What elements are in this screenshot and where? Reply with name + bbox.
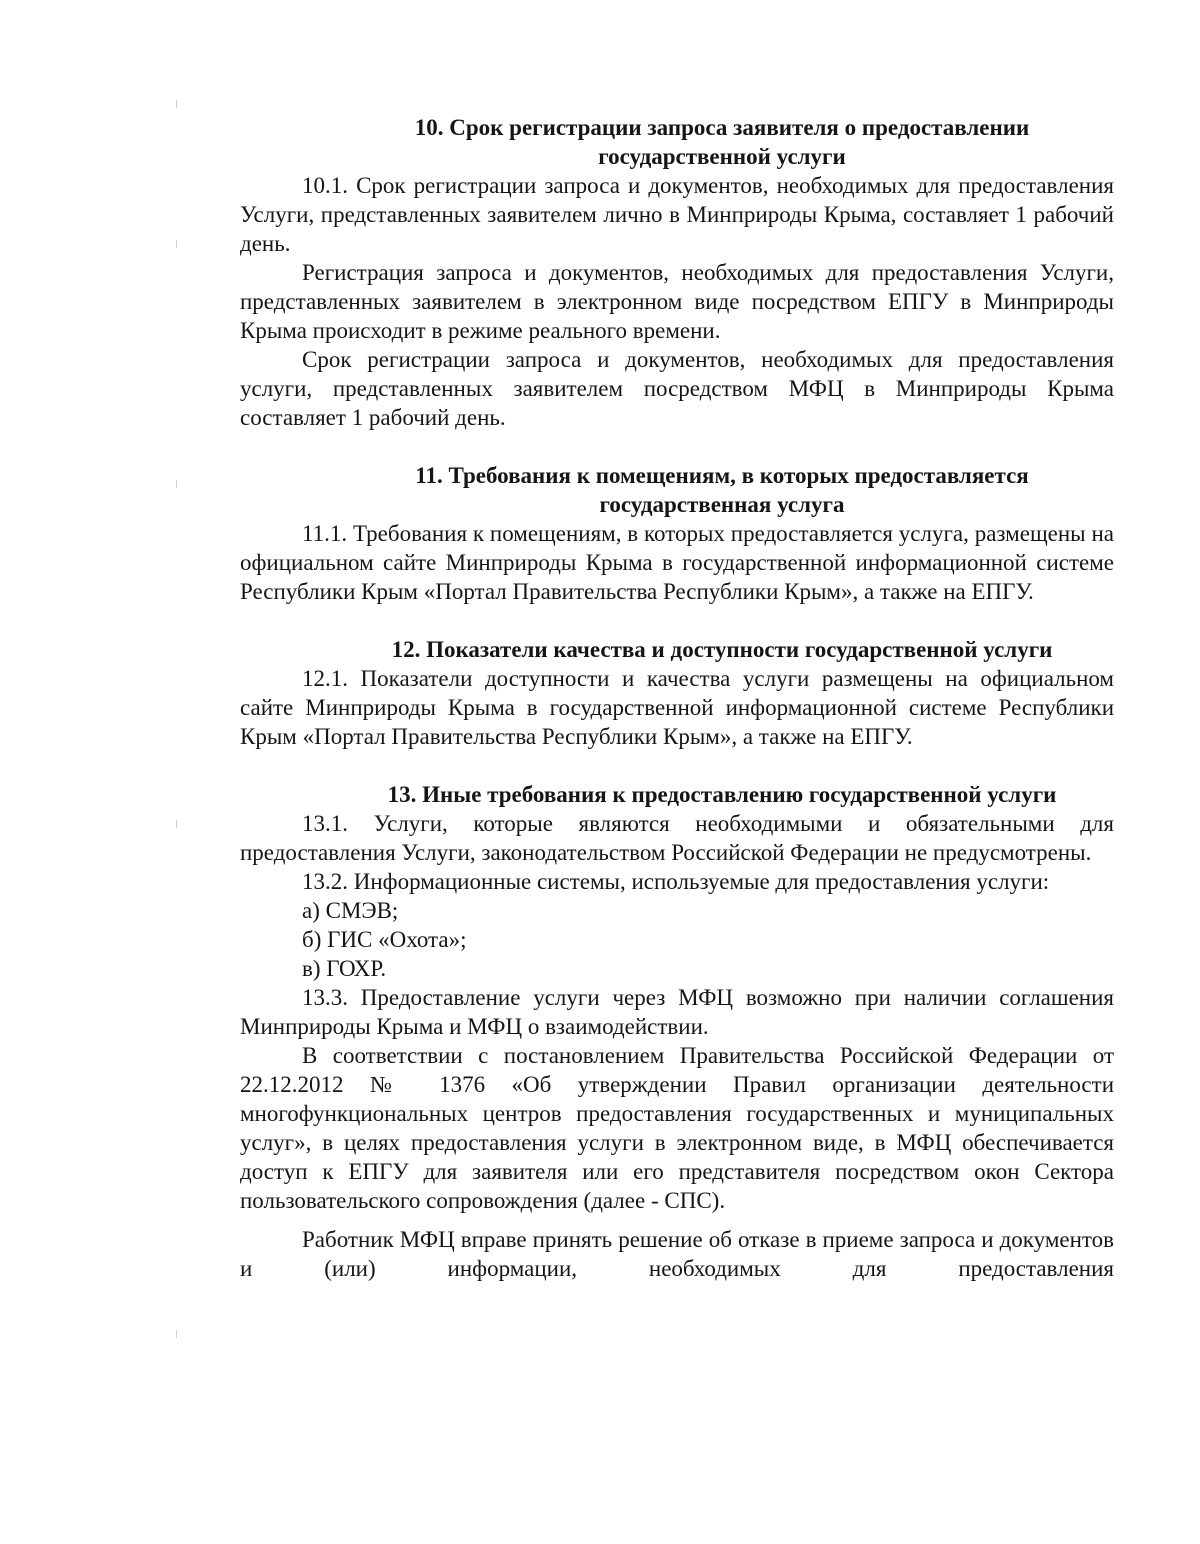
paragraph-13-3: 13.3. Предоставление услуги через МФЦ возможно при наличии соглашения Минприроды Крыма и МФЦ о взаимодействии. [240, 985, 1114, 1039]
section-heading [240, 461, 1114, 519]
heading-line-1: 11. Требования к помещениям, в которых предоставляется [415, 463, 1029, 488]
section-heading [240, 780, 1114, 809]
paragraph-gap [240, 1215, 1114, 1225]
scan-artifact [176, 240, 177, 248]
heading-line-1: 13. Иные требования к предоставлению государственной услуги [387, 782, 1057, 807]
section-heading [240, 113, 1114, 171]
list-item-a: а) СМЭВ; [302, 898, 399, 923]
scan-artifact [176, 1330, 177, 1338]
paragraph-13-4: В соответствии с постановлением Правительства Российской Федерации от 22.12.2012 № 1376 «Об утверждении Правил организации деятельности многофункциональных центров предоставления государственных и муниципальных услуг», в целях предоставления услуги в электронном виде, в МФЦ обеспечивается доступ к ЕПГУ для заявителя или его представителя посредством окон Сектора пользовательского сопровождения (далее - СПС). [240, 1043, 1114, 1213]
scan-artifact [176, 820, 177, 828]
heading-line-1: 10. Срок регистрации запроса заявителя о предоставлении [414, 115, 1030, 140]
paragraph-13-2: 13.2. Информационные системы, используемые для предоставления услуги: [302, 869, 1050, 894]
heading-line-1: 12. Показатели качества и доступности государственной услуги [391, 637, 1053, 662]
section-gap [240, 751, 1114, 780]
document-page [240, 113, 1114, 1283]
section-13 [240, 780, 1114, 1283]
list-item-c: в) ГОХР. [302, 956, 387, 981]
list-item-b: б) ГИС «Охота»; [302, 927, 467, 952]
heading-line-2: государственной услуги [598, 144, 846, 169]
paragraph-12-1: 12.1. Показатели доступности и качества услуги размещены на официальном сайте Минприроды Крыма в государственной информационной системе Республики Крым «Портал Правительства Республики Крым», а также на ЕПГУ. [240, 666, 1114, 749]
paragraph-11-1: 11.1. Требования к помещениям, в которых предоставляется услуга, размещены на официальном сайте Минприроды Крыма в государственной информационной системе Республики Крым «Портал Правительства Республики Крым», а также на ЕПГУ. [240, 521, 1114, 604]
section-12 [240, 635, 1114, 751]
section-10 [240, 113, 1114, 432]
section-gap [240, 606, 1114, 635]
paragraph-10-1: 10.1. Срок регистрации запроса и документов, необходимых для предоставления Услуги, представленных заявителем лично в Минприроды Крыма, составляет 1 рабочий день. [240, 173, 1114, 256]
section-11 [240, 461, 1114, 606]
paragraph-13-5: Работник МФЦ вправе принять решение об отказе в приеме запроса и документов и (или) информации, необходимых для предоставления [240, 1227, 1114, 1281]
scan-artifact [176, 480, 177, 488]
paragraph-13-1: 13.1. Услуги, которые являются необходимыми и обязательными для предоставления Услуги, законодательством Российской Федерации не предусмотрены. [240, 811, 1114, 865]
scan-artifact [176, 100, 177, 108]
heading-line-2: государственная услуга [599, 492, 845, 517]
paragraph-10-3: Срок регистрации запроса и документов, необходимых для предоставления услуги, представленных заявителем посредством МФЦ в Минприроды Крыма составляет 1 рабочий день. [240, 347, 1114, 430]
paragraph-10-2: Регистрация запроса и документов, необходимых для предоставления Услуги, представленных заявителем в электронном виде посредством ЕПГУ в Минприроды Крыма происходит в режиме реального времени. [240, 260, 1114, 343]
section-heading [240, 635, 1114, 664]
section-gap [240, 432, 1114, 461]
